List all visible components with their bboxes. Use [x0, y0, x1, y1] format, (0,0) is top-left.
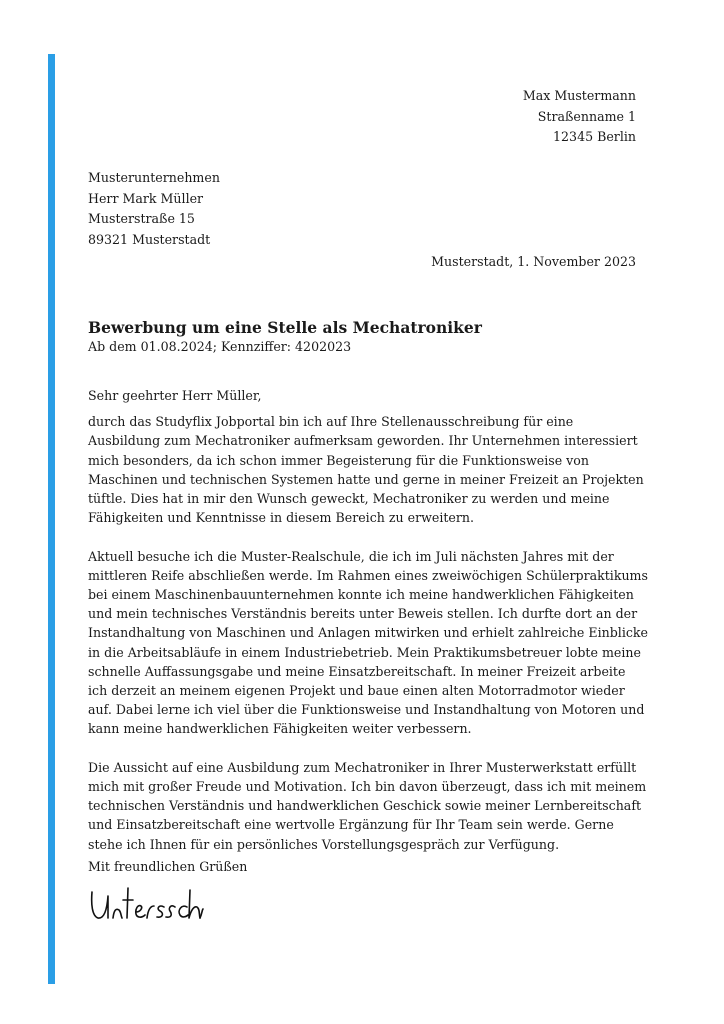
sender-address — [523, 86, 636, 148]
paragraph-1: durch das Studyflix Jobportal bin ich auf Ihre Stellenausschreibung für eine Ausbildung zum Mechatroniker aufmerksam geworden. Ihr Unternehmen interessiert mich besonders, da ich schon immer Begeisterung für die Funktionsweise von Maschinen und technischen Systemen hatte und gerne in meiner Freizeit an Projekten tüftle. Dies hat in mir den Wunsch geweckt, Mechatroniker zu werden und meine Fähigkeiten und Kenntnisse in diesem Bereich zu erweitern. — [88, 414, 644, 526]
paragraph-2: Aktuell besuche ich die Muster-Realschule, die ich im Juli nächsten Jahres mit der mittleren Reife abschließen werde. Im Rahmen eines zweiwöchigen Schülerpraktikums bei einem Maschinenbauunternehmen konnte ich meine handwerklichen Fähigkeiten und mein technisches Verständnis bereits unter Beweis stellen. Ich durfte dort an der Instandhaltung von Maschinen und Anlagen mitwirken und erhielt zahlreiche Einblicke in die Arbeitsabläufe in einem Industriebetrieb. Mein Praktikumsbetreuer lobte meine schnelle Auffassungsgabe und meine Einsatzbereitschaft. In meiner Freizeit arbeite ich derzeit an meinem eigenen Projekt und baue einen alten Motorradmotor wieder auf. Dabei lerne ich viel über die Funktionsweise und Instandhaltung von Motoren und kann meine handwerklichen Fähigkeiten weiter verbessern. — [88, 548, 648, 737]
accent-bar — [48, 54, 55, 984]
recipient-city: 89321 Musterstadt — [88, 231, 211, 247]
handwritten-signature — [86, 884, 206, 931]
subject-details: Ab dem 01.08.2024; Kennziffer: 4202023 — [88, 339, 352, 354]
recipient-person: Herr Mark Müller — [88, 190, 204, 206]
sender-name: Max Mustermann — [522, 88, 636, 103]
salutation: Sehr geehrter Herr Müller, — [88, 388, 262, 403]
sender-city: 12345 Berlin — [553, 129, 636, 144]
recipient-street: Musterstraße 15 — [88, 211, 195, 226]
recipient-address — [88, 168, 220, 250]
sender-street: Straßenname 1 — [537, 108, 636, 124]
closing: Mit freundlichen Grüßen — [88, 859, 248, 874]
date-line: Musterstadt, 1. November 2023 — [431, 254, 636, 269]
subject-block — [88, 318, 648, 356]
recipient-company: Musterunternehmen — [88, 170, 220, 185]
signature-drawing — [86, 884, 206, 928]
letter-body — [88, 386, 648, 873]
paragraph-3: Die Aussicht auf eine Ausbildung zum Mechatroniker in Ihrer Musterwerkstatt erfüllt mich mit großer Freude und Motivation. Ich bin davon überzeugt, dass ich mit meinem technischen Verständnis und handwerklichen Geschick sowie meiner Lernbereitschaft und Einsatzbereitschaft eine wertvolle Ergänzung für Ihr Team sein werde. Gerne stehe ich Ihnen für ein persönliches Vorstellungsgespräch zur Verfügung. — [88, 759, 647, 852]
subject-title: Bewerbung um eine Stelle als Mechatroniker — [88, 318, 482, 337]
